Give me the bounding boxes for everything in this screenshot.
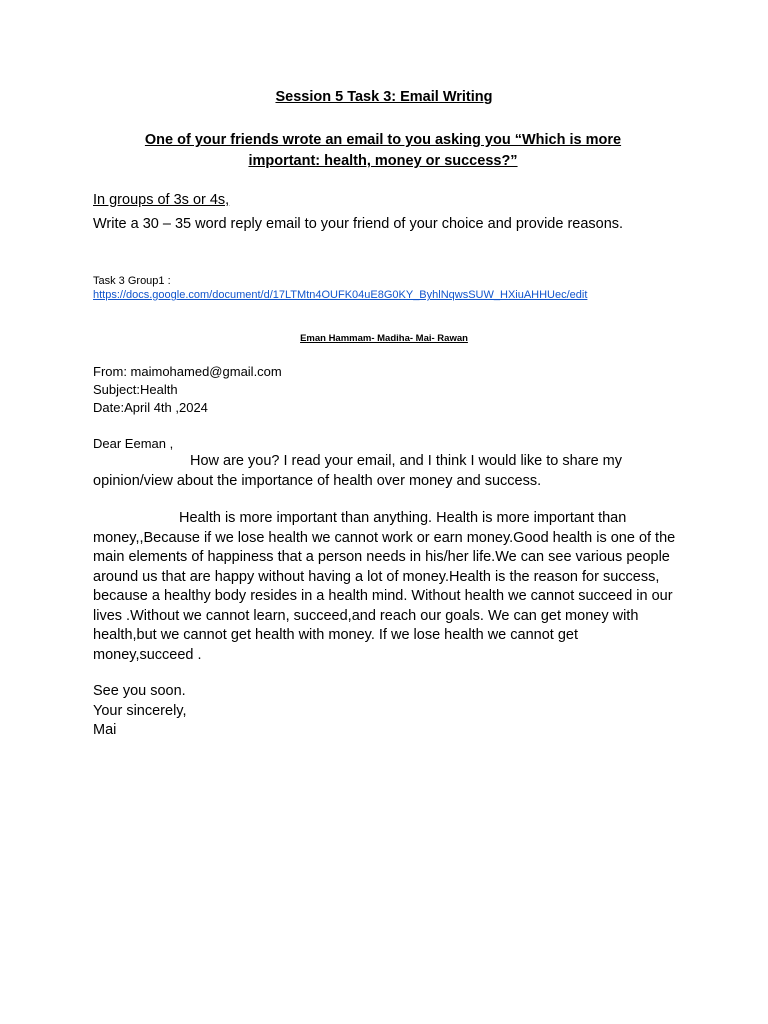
task-group-label: Task 3 Group1 : [93, 275, 171, 287]
email-closing-line: See you soon. [93, 683, 186, 699]
task-question: One of your friends wrote an email to you asking you “Which is more important: health, money or success?” [144, 132, 622, 169]
email-from: From: maimohamed@gmail.com [93, 364, 282, 379]
email-subject: Subject:Health [93, 382, 178, 397]
email-paragraph-1-text: How are you? I read your email, and I think I would like to share my opinion/view about the importance of health over money and success. [93, 453, 622, 489]
task-document-link[interactable]: https://docs.google.com/document/d/17LTMtn4OUFK04uE8G0KY_ByhlNqwsSUW_HXiuAHHUec/edit [93, 289, 588, 301]
group-members: Eman Hammam- Madiha- Mai- Rawan [300, 333, 468, 344]
email-date: Date:April 4th ,2024 [93, 400, 208, 415]
page-title: Session 5 Task 3: Email Writing [275, 89, 493, 105]
writing-instruction: Write a 30 – 35 word reply email to your friend of your choice and provide reasons. [93, 216, 624, 232]
email-greeting: Dear Eeman , [93, 436, 174, 451]
email-signature: Mai [93, 722, 117, 738]
email-sign-off: Your sincerely, [93, 703, 187, 719]
email-paragraph-1 [93, 452, 678, 491]
email-paragraph-2 [93, 509, 678, 665]
group-instruction: In groups of 3s or 4s, [93, 192, 230, 208]
email-paragraph-2-text: Health is more important than anything. Health is more important than money,,Because if we lose health we cannot work or earn money.Good health is one of the main elements of happiness that a person needs in his/her life.We can see various people around us that are happy without having a lot of money.Health is the reason for success, because a healthy body resides in a health mind. Without health we cannot succeed in our lives .Without we cannot learn, succeed,and reach our goals. We can get money with health,but we cannot get health with money. If we lose health we cannot get money,succeed . [93, 510, 676, 663]
